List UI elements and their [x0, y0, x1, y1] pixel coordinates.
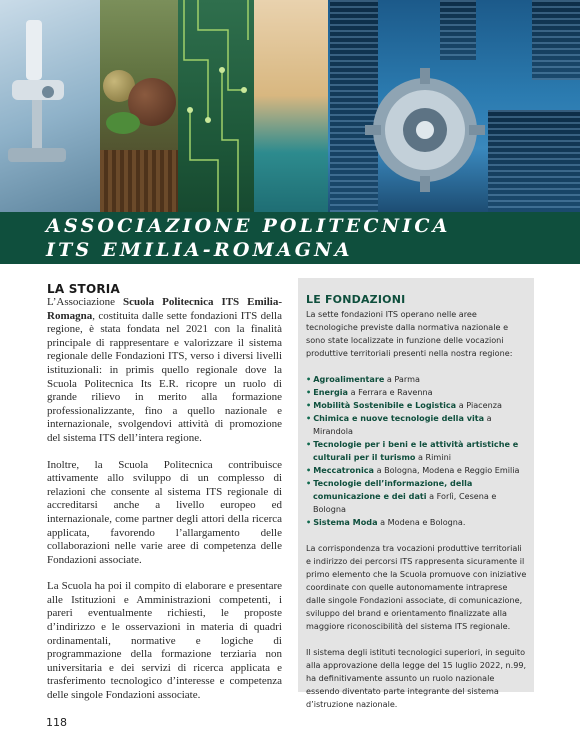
- list-item-place: a Piacenza: [456, 400, 502, 410]
- list-item-area: Sistema Moda: [313, 517, 378, 527]
- fondazioni-intro: La sette fondazioni ITS operano nelle aree tecnologiche previste dalla normativa nazionale e sono state localizzate in funzione delle vocazioni produttive territoriali presenti nella nostra regione:: [306, 309, 513, 358]
- fondazioni-paragraph-3: Il sistema degli istituti tecnologici superiori, in seguito alla approvazione della legge del 15 luglio 2022, n.99, ha definitivamente assunto un ruolo nazionale essendo diventato parte integrante del sistema d’istruzione nazionale.: [306, 647, 527, 709]
- list-item-area: Mobilità Sostenibile e Logistica: [313, 400, 457, 410]
- fondazioni-title: LE FONDAZIONI: [306, 293, 406, 306]
- list-item-area: Tecnologie dell’informazione, della comunicazione e dei dati: [313, 478, 473, 501]
- storia-p1-bold-name: Scuola Politecnica ITS Emilia-Romagna: [47, 296, 282, 322]
- fondazioni-box: [298, 278, 534, 709]
- list-item-place: a Bologna, Modena e Reggio Emilia: [374, 465, 520, 475]
- hero-collage: [0, 0, 580, 212]
- microscope-icon: [8, 20, 68, 170]
- list-item: [306, 412, 528, 438]
- skyscraper-shape: [440, 0, 476, 60]
- banner-title-line-1: ASSOCIAZIONE POLITECNICA: [46, 215, 451, 237]
- list-item-place: a Rimini: [415, 452, 451, 462]
- list-item: [306, 399, 528, 412]
- list-item-area: Meccatronica: [313, 465, 375, 475]
- storia-text: [47, 296, 282, 716]
- storia-paragraph-2: Inoltre, la Scuola Politecnica contribuisce attivamente allo sviluppo di un complesso di relazioni che consente al sistema ITS regionale di accreditarsi anche a livello europeo ed internazionale, come partner degli attori della ricerca applicata, favorendo l’allargamento delle collaborazioni nelle varie aree di competenza delle Fondazioni associate.: [47, 458, 282, 566]
- list-item-area: Energia: [313, 387, 348, 397]
- list-item-area: Chimica e nuove tecnologie della vita: [313, 413, 485, 423]
- list-item: [306, 373, 528, 386]
- list-item-area: Agroalimentare: [313, 374, 385, 384]
- storia-paragraph-3: La Scuola ha poi il compito di elaborare e presentare alle Istituzioni e Amministrazioni competenti, i pareri eventualmente richiesti, le proposte d’indirizzo e le osservazioni in materia di quadri ordinamentali, normative e logiche di programmazione della formazione terziaria non universitaria e dei servizi di ricerca applicata e trasferimento tecnologico d’interesse e competenza delle singole Fondazioni associate.: [47, 580, 282, 702]
- list-item: [306, 386, 528, 399]
- list-item-place: a Modena e Bologna.: [377, 517, 466, 527]
- list-item: [306, 438, 528, 464]
- list-item: [306, 516, 528, 529]
- storia-p1-start: L’Associazione: [47, 296, 123, 308]
- leaf-shape: [106, 112, 140, 134]
- storia-paragraph-1: [47, 296, 282, 446]
- list-item-place: a Mirandola: [313, 413, 492, 436]
- list-item-place: a Parma: [384, 374, 420, 384]
- list-item: [306, 464, 528, 477]
- page-number: 118: [46, 716, 67, 729]
- photo-beach: [254, 0, 328, 212]
- basket-shape: [100, 150, 178, 212]
- storia-p1-rest: , costituita dalle sette fondazioni ITS della regione, è stata fondata nel 2021 con la finalità principale di rappresentare e valorizzare il sistema regionale delle Fondazioni ITS, verso i diversi livelli istituzionali: in primis quello regionale dove la Scuola Politecnica Its E.R. ricopre un ruolo di grande rilievo in merito alla formazione professionalizzante, fino a quello nazionale e internazionale, svolgendovi attività di promozione del sistema ITS dell’intera regione.: [47, 309, 282, 444]
- fondazioni-list: [306, 373, 528, 529]
- list-item-place: a Forlì, Cesena e Bologna: [313, 491, 497, 514]
- fondazioni-paragraph-2: La corrispondenza tra vocazioni produttive territoriali e indirizzo dei percorsi ITS rappresenta sicuramente il primo elemento che la Scuola promuove con iniziative coordinate con quelle autonomamente intraprese dalle singole Fondazioni associate, di comunicazione, sviluppo del brand e orientamento finalizzate alla maggiore riconoscibilità del sistema ITS regionale.: [306, 543, 527, 631]
- list-item-area: Tecnologie per i beni e le attività artistiche e culturali per il turismo: [313, 439, 519, 462]
- storia-heading: LA STORIA: [47, 282, 120, 296]
- mechanical-gear-icon: [360, 60, 490, 200]
- list-item-place: a Ferrara e Ravenna: [348, 387, 433, 397]
- list-item: [306, 477, 528, 516]
- banner-title-line-2: ITS EMILIA-ROMAGNA: [46, 239, 353, 261]
- photo-microscope: [0, 0, 100, 212]
- skyscraper-shape: [488, 110, 580, 212]
- skyscraper-shape: [532, 0, 580, 80]
- fondazioni-content: [306, 293, 528, 724]
- circuit-pattern: [178, 0, 254, 212]
